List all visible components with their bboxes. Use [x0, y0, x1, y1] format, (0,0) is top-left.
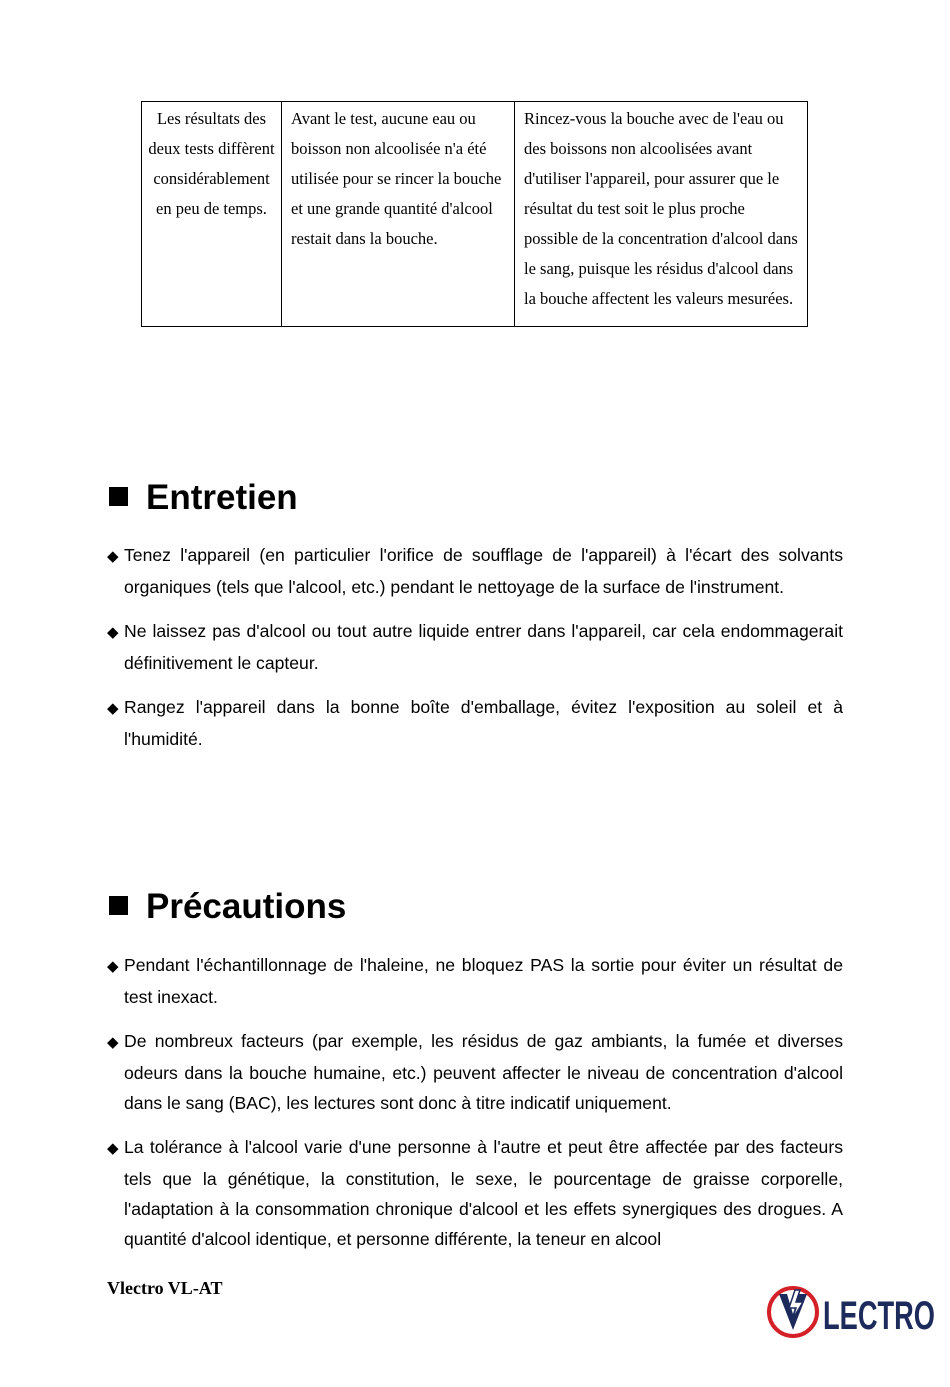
maintenance-title: Entretien	[146, 478, 298, 517]
lectro-logo	[765, 1284, 937, 1340]
diamond-bullet-icon: ◆	[107, 624, 119, 641]
precautions-heading	[109, 887, 346, 927]
list-item	[107, 1132, 843, 1254]
maintenance-list	[107, 540, 843, 768]
table-row	[142, 102, 808, 327]
precautions-title: Précautions	[146, 887, 347, 926]
list-item-text: De nombreux facteurs (par exemple, les résidus de gaz ambiants, la fumée et diverses odeurs dans la bouche humaine, etc.) peuvent affecter le niveau de concentration d'alcool dans le sang (BAC), les lectures sont donc à titre indicatif uniquement.	[124, 1031, 843, 1113]
list-item	[107, 616, 843, 678]
list-item-text: Rangez l'appareil dans la bonne boîte d'emballage, évitez l'exposition au soleil et à l'humidité.	[124, 697, 843, 749]
solution-cell: Rincez-vous la bouche avec de l'eau ou des boissons non alcoolisées avant d'utiliser l'appareil, pour assurer que le résultat du test soit le plus proche possible de la concentration d'alcool dans le sang, puisque les résidus d'alcool dans la bouche affectent les valeurs mesurées.	[515, 102, 808, 327]
square-bullet-icon	[109, 896, 128, 915]
diamond-bullet-icon: ◆	[107, 958, 119, 975]
footer-model-label: Vlectro VL-AT	[107, 1278, 223, 1298]
list-item-text: Pendant l'échantillonnage de l'haleine, ne bloquez PAS la sortie pour éviter un résultat de test inexact.	[124, 955, 843, 1007]
list-item	[107, 540, 843, 602]
list-item	[107, 1026, 843, 1118]
list-item-text: Tenez l'appareil (en particulier l'orifice de soufflage de l'appareil) à l'écart des solvants organiques (tels que l'alcool, etc.) pendant le nettoyage de la surface de l'instrument.	[124, 545, 843, 597]
list-item	[107, 950, 843, 1012]
diamond-bullet-icon: ◆	[107, 700, 119, 717]
diamond-bullet-icon: ◆	[107, 1034, 119, 1051]
diamond-bullet-icon: ◆	[107, 1140, 119, 1157]
list-item-text: La tolérance à l'alcool varie d'une personne à l'autre et peut être affectée par des facteurs tels que la génétique, la constitution, le sexe, le pourcentage de graisse corporelle, l'adaptation à la consommation chronique d'alcool et les effets synergiques des drogues. A quantité d'alcool identique, et personne différente, la teneur en alcool	[124, 1137, 843, 1249]
list-item-text: Ne laissez pas d'alcool ou tout autre liquide entrer dans l'appareil, car cela endommagerait définitivement le capteur.	[124, 621, 843, 673]
square-bullet-icon	[109, 487, 128, 506]
problem-cell: Les résultats des deux tests diffèrent considérablement en peu de temps.	[142, 102, 282, 327]
logo-text: LECTRO	[823, 1294, 935, 1338]
maintenance-heading	[109, 478, 298, 518]
troubleshooting-table	[141, 101, 808, 327]
cause-cell: Avant le test, aucune eau ou boisson non alcoolisée n'a été utilisée pour se rincer la bouche et une grande quantité d'alcool restait dans la bouche.	[282, 102, 515, 327]
precautions-list	[107, 950, 843, 1268]
list-item	[107, 692, 843, 754]
diamond-bullet-icon: ◆	[107, 548, 119, 565]
